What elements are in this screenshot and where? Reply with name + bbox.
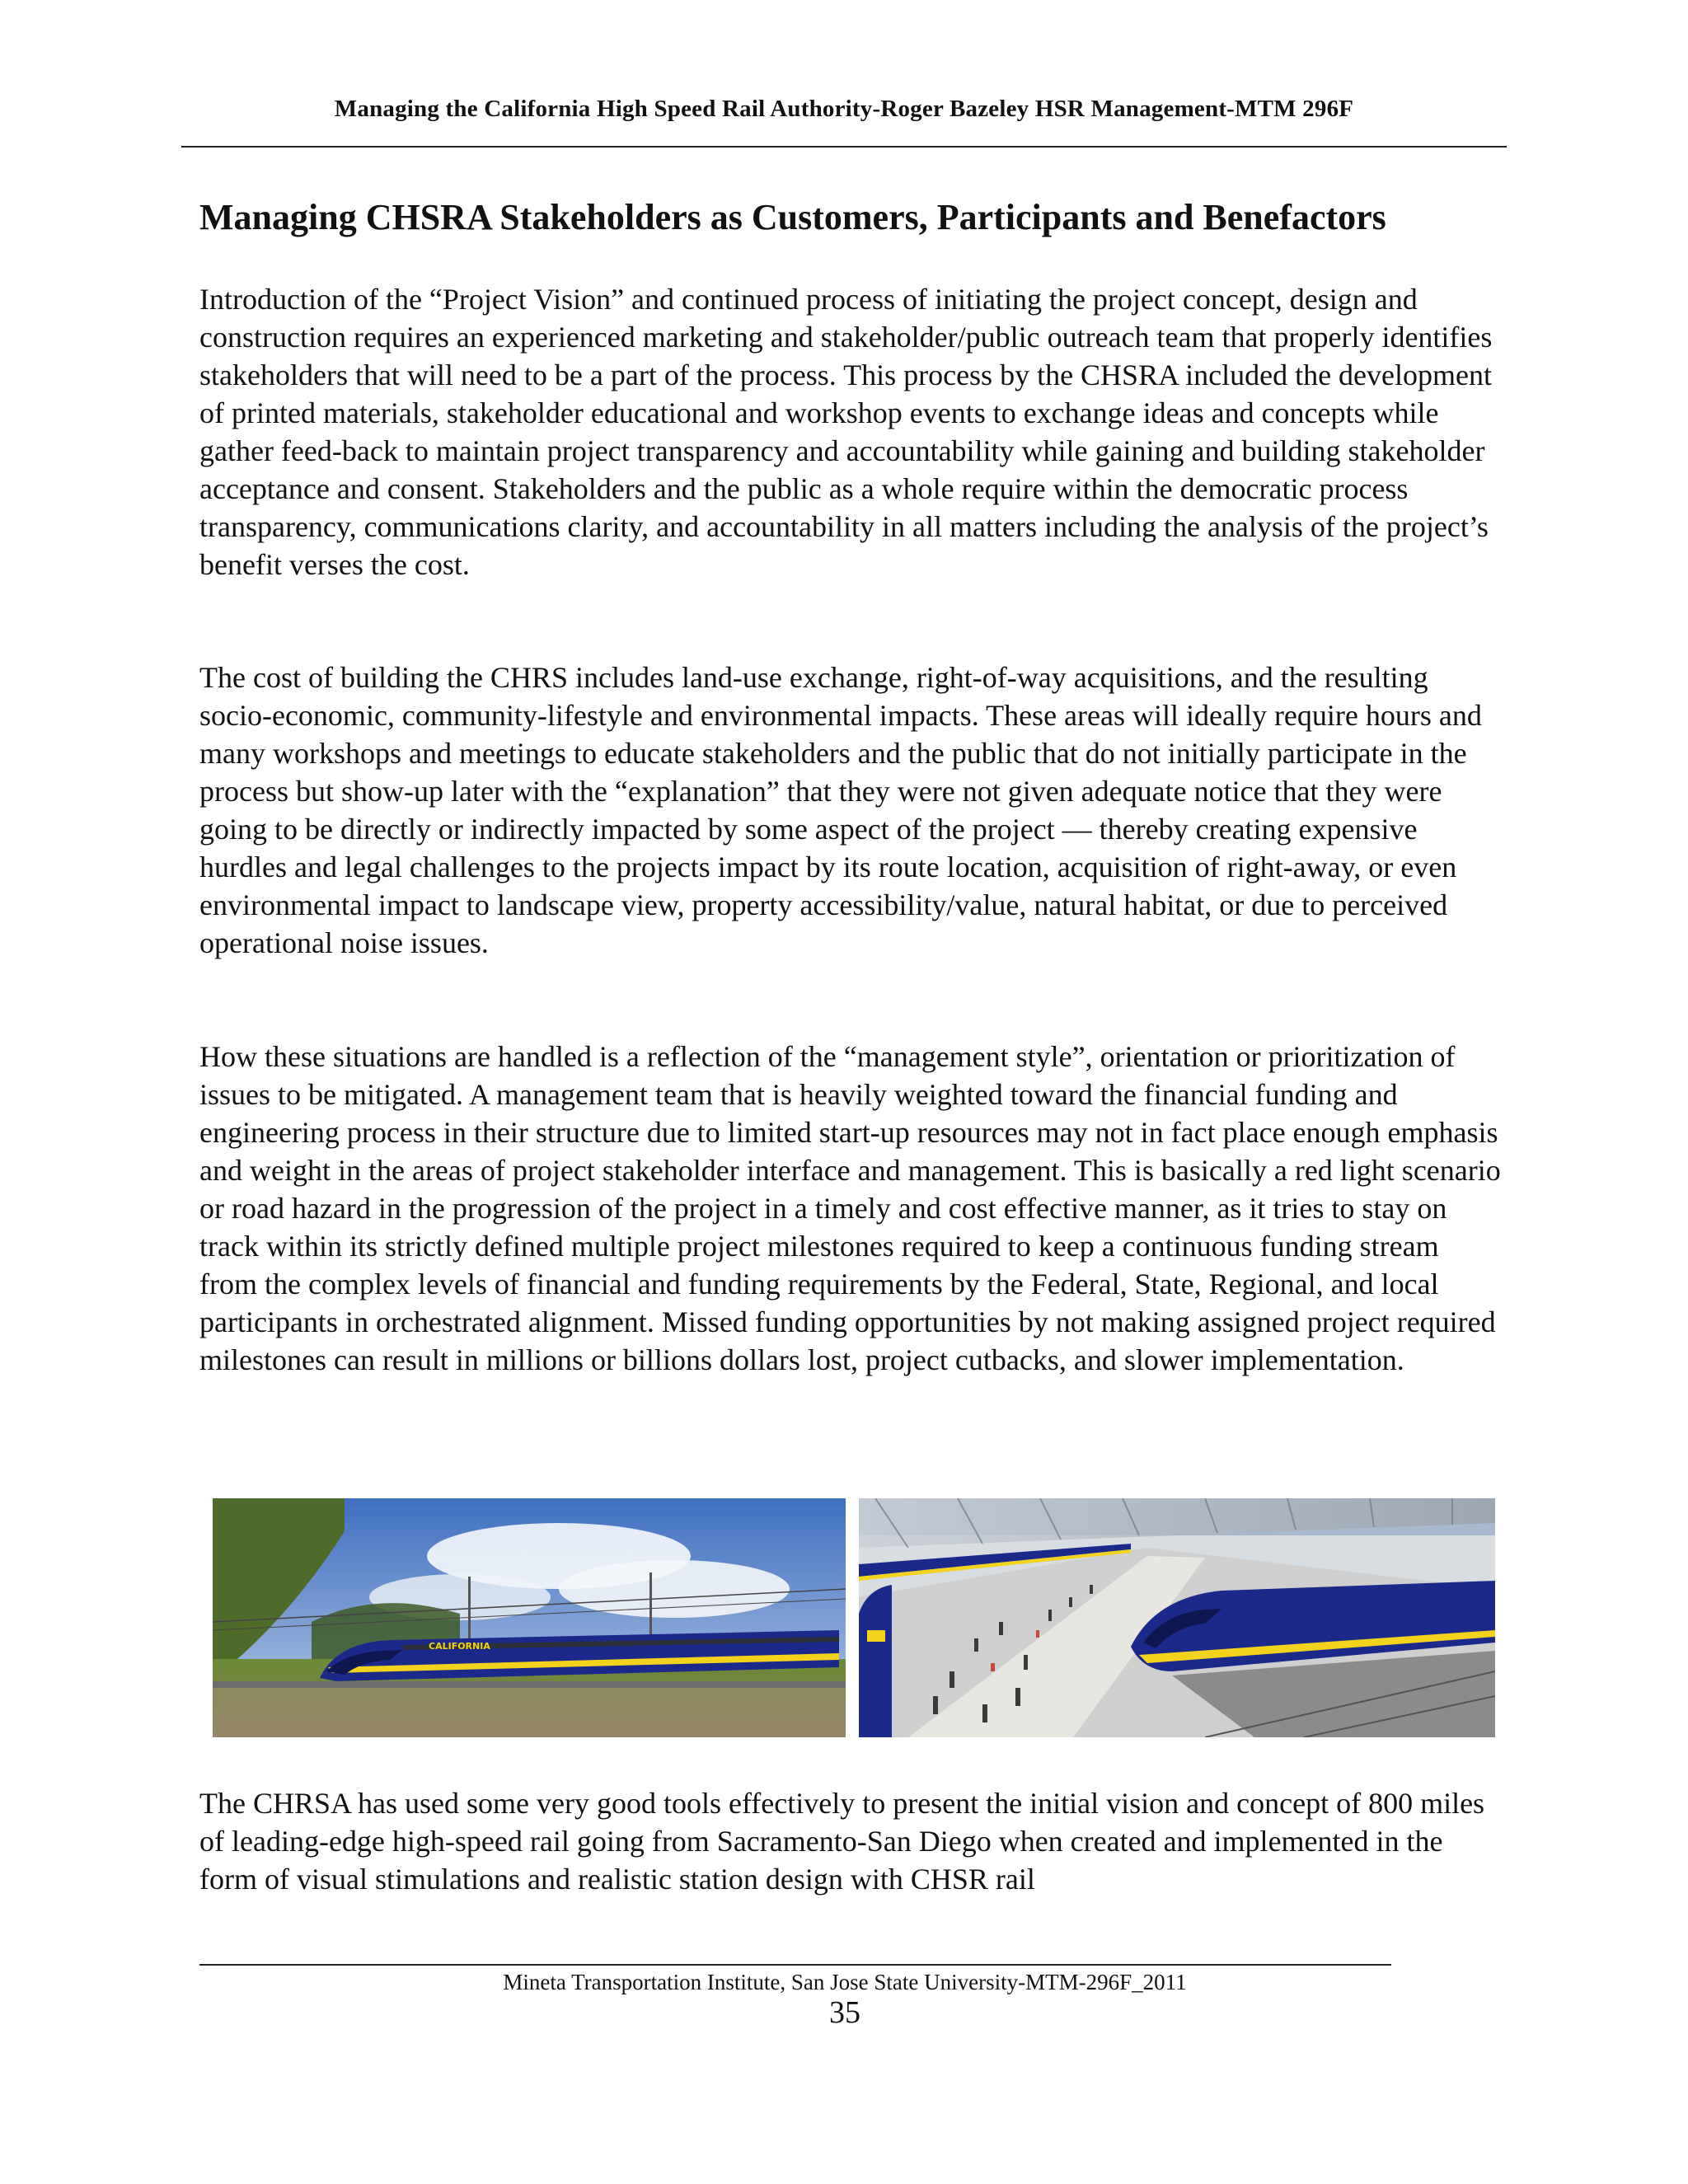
body-paragraph: The CHRSA has used some very good tools effectively to present the initial vision and concept of 800 miles of leading-edge high-speed rail going from Sacramento-San Diego when created and implemented in the form of visual stimulations and realistic station design with CHSR rail [199, 1787, 1485, 1896]
train-countryside-image [213, 1498, 846, 1737]
body-paragraph: The cost of building the CHRS includes land-use exchange, right-of-way acquisitions, and the resulting socio-economic, community-lifestyle and environmental impacts. These areas will ideally require hours and many workshops and meetings to educate stakeholders and the public that do not initially participate in the process but show-up later with the “explanation” that they were not given adequate notice that they were going to be directly or indirectly impacted by some aspect of the project — thereby creating expensive hurdles and legal challenges to the projects impact by its route location, acquisition of right-away, or even environmental impact to landscape view, property accessibility/value, natural habitat, or due to perceived operational noise issues. [199, 661, 1482, 959]
figure-strip [213, 1498, 1495, 1737]
station-platform-illustration [859, 1498, 1495, 1737]
footer-rule [199, 1964, 1391, 1966]
page-title: Managing CHSRA Stakeholders as Customers, Participants and Benefactors [199, 197, 1386, 237]
running-header: Managing the California High Speed Rail Authority-Roger Bazeley HSR Management-MTM 296F [334, 96, 1354, 122]
station-platform-image [859, 1498, 1495, 1737]
page-number: 35 [829, 1995, 860, 2030]
footer-institution: Mineta Transportation Institute, San Jose State University-MTM-296F_2011 [503, 1970, 1187, 1994]
train-livery-text: CALIFORNIA [429, 1641, 490, 1652]
header-rule [181, 146, 1507, 148]
train-countryside-illustration [213, 1498, 846, 1737]
body-paragraph: Introduction of the “Project Vision” and continued process of initiating the project concept, design and construction requires an experienced marketing and stakeholder/public outreach team that properly identifies stakeholders that will need to be a part of the process. This process by the CHSRA included the development of printed materials, stakeholder educational and workshop events to exchange ideas and concepts while gather feed-back to maintain project transparency and accountability while gaining and building stakeholder acceptance and consent. Stakeholders and the public as a whole require within the democratic process transparency, communications clarity, and accountability in all matters including the analysis of the project’s benefit verses the cost. [199, 283, 1493, 581]
body-paragraph: How these situations are handled is a reflection of the “management style”, orientation or prioritization of issues to be mitigated. A management team that is heavily weighted toward the financial funding and engineering process in their structure due to limited start-up resources may not in fact place enough emphasis and weight in the areas of project stakeholder interface and management. This is basically a red light scenario or road hazard in the progression of the project in a timely and cost effective manner, as it tries to stay on track within its strictly defined multiple project milestones required to keep a continuous funding stream from the complex levels of financial and funding requirements by the Federal, State, Regional, and local participants in orchestrated alignment. Missed funding opportunities by not making assigned project required milestones can result in millions or billions dollars lost, project cutbacks, and slower implementation. [199, 1040, 1501, 1376]
